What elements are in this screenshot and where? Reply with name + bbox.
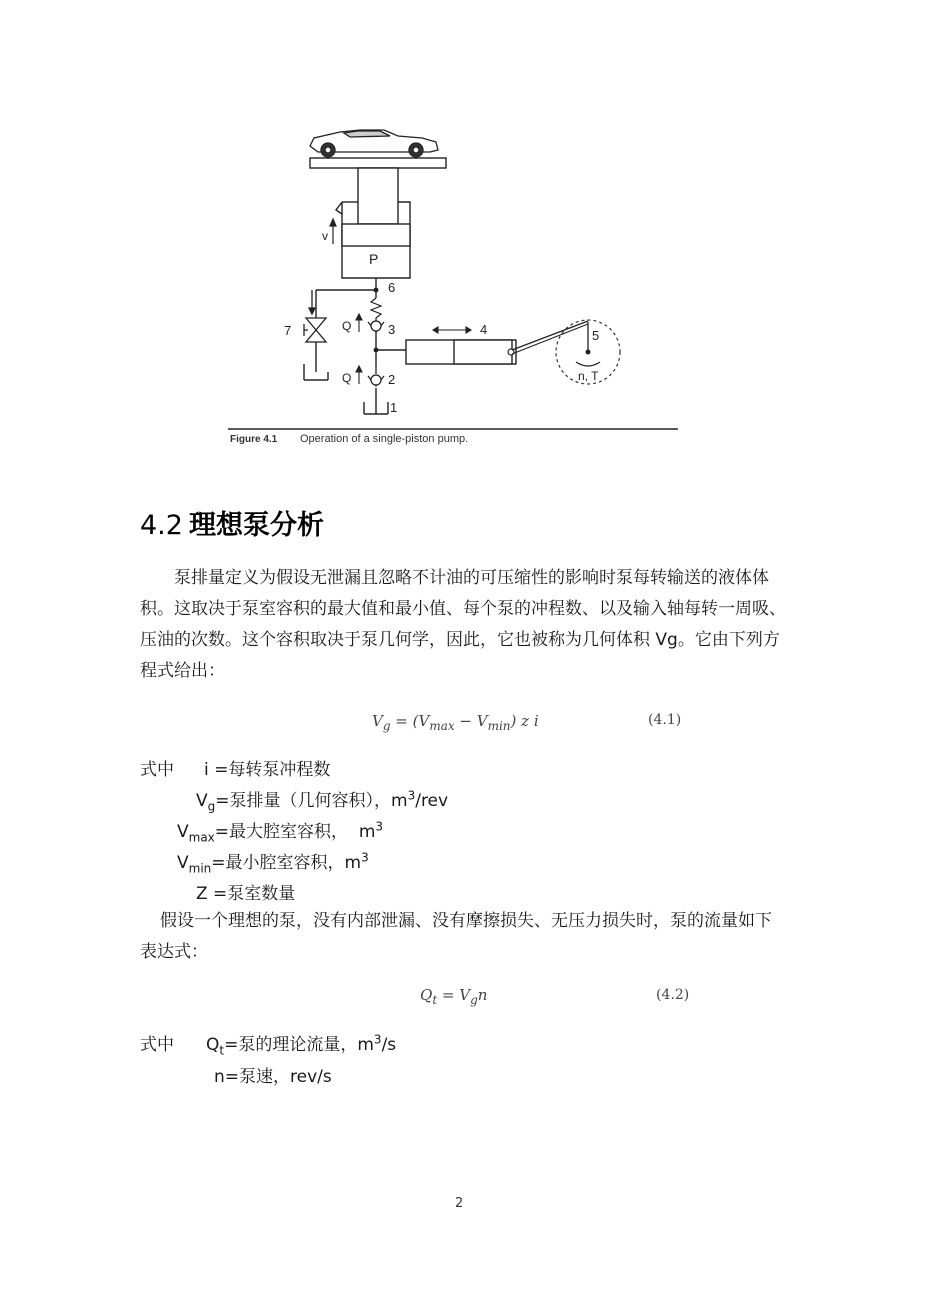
where1-sub: g [207,799,216,814]
pump-figure [222,118,682,458]
double-arrow-icon [433,327,471,333]
label-speed-torque: n, T [578,369,599,383]
where1-symbol: V [177,822,189,842]
eq2-eq: = V [437,986,471,1004]
where1-sup: 3 [361,850,369,865]
where1-item-z [196,879,295,904]
eq1-min-sub: min [487,719,511,733]
eq2-g-sub: g [470,993,478,1007]
where1-text: =泵排量（几何容积）， [215,791,392,811]
paragraph-ideal-pump: 假设一个理想的泵，没有内部泄漏、没有摩擦损失、无压力损失时，泵的流量如下表达式： [140,911,772,962]
where-prefix-1: 式中 [140,760,174,780]
where1-sub: min [188,861,212,876]
caption-tag: Figure 4.1 [230,434,278,445]
where2-sup: 3 [373,1032,382,1047]
where1-text: =最大腔室容积， [214,822,359,842]
where2-symbol: Q [206,1035,220,1055]
platform [310,158,446,168]
label-3: 3 [388,322,396,337]
where1-unit: m [391,791,408,811]
eq1-minus: − V [454,712,488,730]
connecting-rod-2 [512,324,588,354]
lift-piston [342,224,410,246]
where1-sub: max [188,830,215,845]
spring-icon [371,298,381,322]
where1-item-vmax [177,817,383,844]
check-valve-3-icon [368,321,384,332]
where2-text: =泵速，rev/s [224,1067,332,1087]
where1-unit-after: /rev [415,791,449,811]
section-title: 理想泵分析 [188,510,324,541]
piston-rod [358,168,398,224]
where1-unit: m [344,853,362,873]
where2-unit-after: /s [381,1035,397,1055]
where2-sub: t [219,1043,225,1058]
where1-symbol: V [196,791,208,811]
label-5: 5 [592,328,600,343]
label-p: P [369,251,379,267]
eq1-lhs-sub: g [382,719,391,733]
where2-text: =泵的理论流量， [224,1035,358,1055]
where1-item-vmin [177,848,369,875]
crank-center [586,350,591,355]
where1-symbol: i [204,760,209,780]
where2-item-qt [206,1030,396,1057]
equation-4-1 [372,712,539,733]
rotation-arrow-icon [576,362,600,366]
section-heading [140,503,324,542]
where-prefix-2: 式中 [140,1035,174,1055]
paragraph-displacement: 泵排量定义为假设无泄漏且忽略不计油的可压缩性的影响时泵每转输送的液体体积。这取决于泵室容积的最大值和最小值、每个泵的冲程数、以及输入轴每转一周吸、压油的次数。这个容积取决于泵几何学，因此，它也被称为几何体积 Vg。它由下列方程式给出： [140,568,786,681]
flow-arrow-icon [356,314,362,384]
label-7: 7 [284,323,292,338]
where2-symbol: n [214,1067,225,1087]
page-number: 2 [455,1196,464,1211]
equation-number-4-1: (4.1) [648,712,682,728]
where1-sup: 3 [407,788,416,803]
label-4: 4 [480,322,488,337]
where1-item-i [204,755,330,780]
eq1-lhs: V [372,712,383,730]
where1-item-vg [196,786,448,813]
label-2: 2 [388,372,396,387]
section-number: 4.2 [140,510,183,541]
where1-symbol: V [177,853,189,873]
car-icon [310,130,438,157]
relief-valve-7-icon [304,290,326,342]
eq1-max-sub: max [429,719,455,733]
label-6: 6 [388,280,396,295]
junction-3 [374,348,379,353]
where1-symbol: Z [196,884,208,904]
label-v: v [322,229,328,243]
where1-text: =最小腔室容积， [211,853,345,873]
eq2-lhs-sub: t [432,993,438,1007]
equation-number-4-2: (4.2) [656,987,690,1003]
pipework [304,278,406,414]
eq1-eq: = (V [390,712,430,730]
connecting-rod [512,321,588,350]
junction-6 [374,288,379,293]
eq2-lhs: Q [420,986,433,1004]
where1-text: =每转泵冲程数 [208,760,331,780]
caption-text: Operation of a single-piston pump. [300,433,469,445]
pump-cylinder-4 [406,340,516,364]
where1-sup: 3 [375,819,384,834]
where1-text: =泵室数量 [207,884,296,904]
label-q2: Q [342,371,352,385]
equation-4-2 [420,986,487,1007]
check-valve-2-icon [368,366,384,386]
where1-unit: m [358,822,376,842]
velocity-arrow-icon [330,219,336,244]
eq2-rhs: n [477,986,488,1004]
label-q1: Q [342,319,352,333]
label-1: 1 [390,400,398,415]
eq1-rhs: ) z i [510,712,539,730]
where2-unit: m [357,1035,374,1055]
where2-item-n [214,1062,332,1087]
